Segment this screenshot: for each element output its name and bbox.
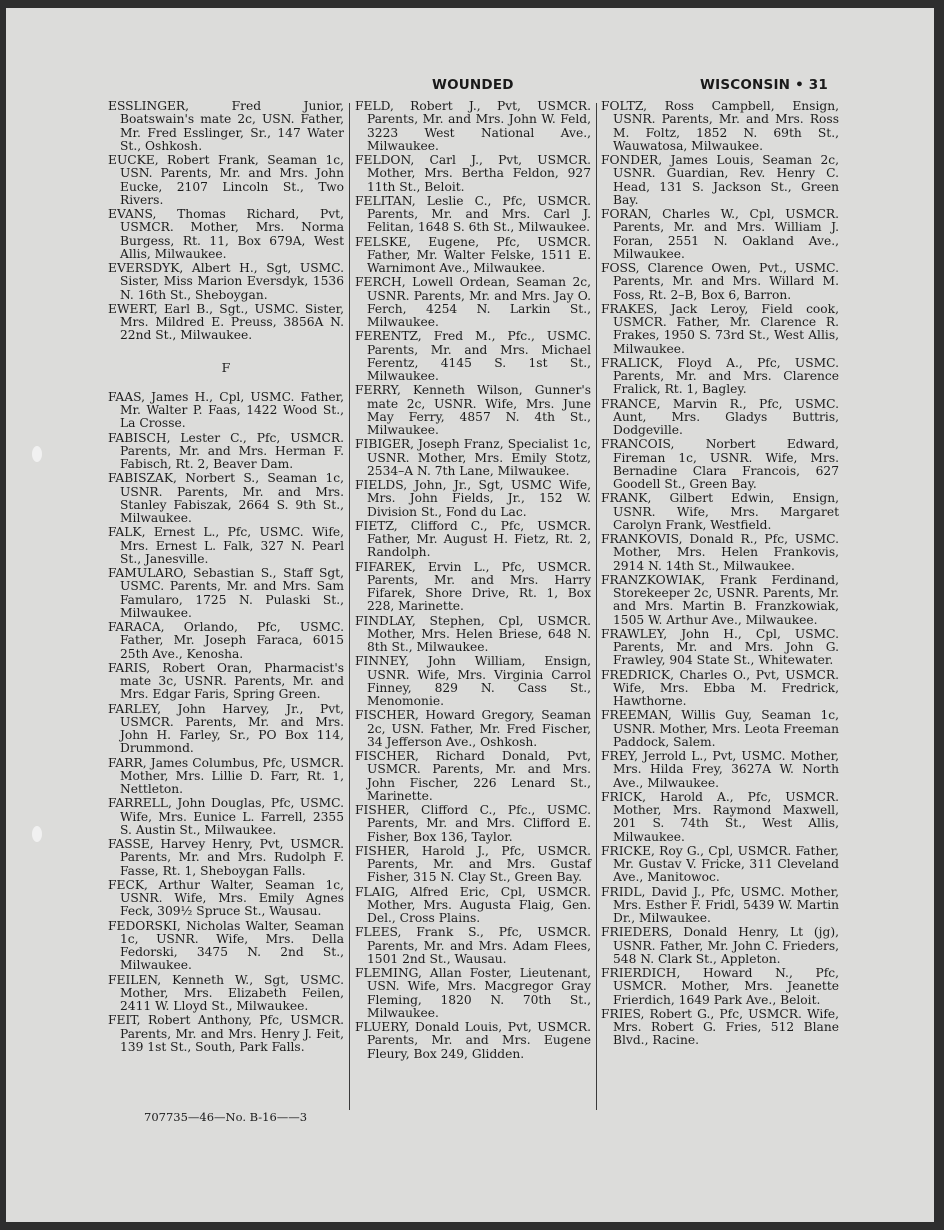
section-letter: F — [221, 359, 231, 375]
casualty-entry: FERRY, Kenneth Wilson, Gunner's mate 2c, USNR. Wife, Mrs. June May Ferry, 4857 N. 4th St., Milwaukee. — [355, 383, 591, 437]
casualty-entry: FRIES, Robert G., Pfc, USMCR. Wife, Mrs. Robert G. Fries, 512 Blane Blvd., Racine. — [601, 1006, 839, 1048]
casualty-entry: FREEMAN, Willis Guy, Seaman 1c, USNR. Mother, Mrs. Leota Freeman Paddock, Salem. — [601, 708, 839, 749]
casualty-entry: EVERSDYK, Albert H., Sgt, USMC. Sister, Miss Marion Eversdyk, 1536 N. 16th St., Sheboygan. — [108, 261, 344, 302]
casualty-entry: FAMULARO, Sebastian S., Staff Sgt, USMC. Parents, Mr. and Mrs. Sam Famularo, 1725 N. Pulaski St., Milwaukee. — [108, 566, 344, 620]
casualty-entry: FONDER, James Louis, Seaman 2c, USNR. Guardian, Rev. Henry C. Head, 131 S. Jackson St., Green Bay. — [601, 153, 839, 207]
casualty-entry: FRAKES, Jack Leroy, Field cook, USMCR. Father, Mr. Clarence R. Frakes, 1950 S. 73rd St., West Allis, Milwaukee. — [601, 301, 839, 356]
casualty-entry: FOLTZ, Ross Campbell, Ensign, USNR. Parents, Mr. and Mrs. Ross M. Foltz, 1852 N. 69th St., Wauwatosa, Milwaukee. — [601, 99, 839, 153]
column-divider — [596, 103, 597, 1110]
casualty-entry: FOSS, Clarence Owen, Pvt., USMC. Parents, Mr. and Mrs. Willard M. Foss, Rt. 2–B, Box 6, Barron. — [601, 261, 839, 302]
casualty-entry: FRALICK, Floyd A., Pfc, USMC. Parents, Mr. and Mrs. Clarence Fralick, Rt. 1, Bagley. — [601, 355, 839, 397]
casualty-entry: FINNEY, John William, Ensign, USNR. Wife, Mrs. Virginia Carrol Finney, 829 N. Cass St., Menomonie. — [355, 654, 591, 708]
state-and-page-number: WISCONSIN • 31 — [700, 77, 828, 93]
casualty-entry: FISHER, Harold J., Pfc, USMCR. Parents, Mr. and Mrs. Gustaf Fisher, 315 N. Clay St., Green Bay. — [355, 843, 591, 885]
casualty-entry: FEIT, Robert Anthony, Pfc, USMCR. Parents, Mr. and Mrs. Henry J. Feit, 139 1st St., South, Park Falls. — [108, 1013, 344, 1054]
casualty-entry: FLEES, Frank S., Pfc, USMCR. Parents, Mr. and Mrs. Adam Flees, 1501 2nd St., Wausau. — [355, 925, 591, 966]
casualty-entry: FARIS, Robert Oran, Pharmacist's mate 3c, USNR. Parents, Mr. and Mrs. Edgar Faris, Spring Green. — [108, 660, 344, 702]
casualty-entry: FORAN, Charles W., Cpl, USMCR. Parents, Mr. and Mrs. William J. Foran, 2551 N. Oakland Ave., Milwaukee. — [601, 207, 839, 261]
casualty-entry: FARACA, Orlando, Pfc, USMC. Father, Mr. Joseph Faraca, 6015 25th Ave., Kenosha. — [108, 620, 344, 661]
column-1 — [108, 100, 344, 1055]
casualty-entry: FELITAN, Leslie C., Pfc, USMCR. Parents, Mr. and Mrs. Carl J. Felitan, 1648 S. 6th St., Milwaukee. — [355, 193, 591, 235]
casualty-entry: FISCHER, Howard Gregory, Seaman 2c, USN. Father, Mr. Fred Fischer, 34 Jefferson Ave., Oshkosh. — [355, 708, 591, 749]
column-divider — [349, 103, 350, 1110]
page-header — [6, 77, 934, 95]
casualty-entry: EWERT, Earl B., Sgt., USMC. Sister, Mrs. Mildred E. Preuss, 3856A N. 22nd St., Milwaukee. — [108, 301, 344, 343]
casualty-entry: FELDON, Carl J., Pvt, USMCR. Mother, Mrs. Bertha Feldon, 927 11th St., Beloit. — [355, 153, 591, 194]
casualty-entry: FARR, James Columbus, Pfc, USMCR. Mother, Mrs. Lillie D. Farr, Rt. 1, Nettleton. — [108, 755, 344, 796]
casualty-entry: FECK, Arthur Walter, Seaman 1c, USNR. Wife, Mrs. Emily Agnes Feck, 309½ Spruce St., Wausau. — [108, 877, 344, 919]
casualty-entry: FREDRICK, Charles O., Pvt, USMCR. Wife, Mrs. Ebba M. Fredrick, Hawthorne. — [601, 667, 839, 708]
casualty-entry: FALK, Ernest L., Pfc, USMC. Wife, Mrs. Ernest L. Falk, 327 N. Pearl St., Janesville. — [108, 525, 344, 566]
casualty-entry: FASSE, Harvey Henry, Pvt, USMCR. Parents, Mr. and Mrs. Rudolph F. Fasse, Rt. 1, Sheboygan Falls. — [108, 837, 344, 878]
casualty-entry: FRICKE, Roy G., Cpl, USMCR. Father, Mr. Gustav V. Fricke, 311 Cleveland Ave., Manitowoc. — [601, 843, 839, 885]
casualty-entry: FARRELL, John Douglas, Pfc, USMC. Wife, Mrs. Eunice L. Farrell, 2355 S. Austin St., Milwaukee. — [108, 796, 344, 837]
casualty-entry: FIELDS, John, Jr., Sgt, USMC Wife, Mrs. John Fields, Jr., 152 W. Division St., Fond du Lac. — [355, 478, 591, 519]
casualty-entry: FLEMING, Allan Foster, Lieutenant, USN. Wife, Mrs. Macgregor Gray Fleming, 1820 N. 70th St., Milwaukee. — [355, 966, 591, 1020]
casualty-entry: FEILEN, Kenneth W., Sgt, USMC. Mother, Mrs. Elizabeth Feilen, 2411 W. Lloyd St., Milwaukee. — [108, 972, 344, 1013]
casualty-entry: FEDORSKI, Nicholas Walter, Seaman 1c, USNR. Wife, Mrs. Della Fedorski, 3475 N. 2nd St., Milwaukee. — [108, 918, 344, 973]
casualty-entry: EUCKE, Robert Frank, Seaman 1c, USN. Parents, Mr. and Mrs. John Eucke, 2107 Lincoln St., Two Rivers. — [108, 153, 344, 207]
casualty-entry: FIBIGER, Joseph Franz, Specialist 1c, USNR. Mother, Mrs. Emily Stotz, 2534–A N. 7th Lane, Milwaukee. — [355, 437, 591, 478]
casualty-entry: FLAIG, Alfred Eric, Cpl, USMCR. Mother, Mrs. Augusta Flaig, Gen. Del., Cross Plains. — [355, 884, 591, 925]
casualty-entry: FRANK, Gilbert Edwin, Ensign, USNR. Wife, Mrs. Margaret Carolyn Frank, Westfield. — [601, 491, 839, 532]
column-2 — [355, 100, 591, 1062]
column-3 — [601, 100, 839, 1049]
casualty-entry: FISHER, Clifford C., Pfc., USMC. Parents, Mr. and Mrs. Clifford E. Fisher, Box 136, Taylor. — [355, 803, 591, 844]
section-title: WOUNDED — [432, 77, 514, 93]
casualty-entry: FERENTZ, Fred M., Pfc., USMC. Parents, Mr. and Mrs. Michael Ferentz, 4145 S. 1st St., Milwaukee. — [355, 329, 591, 383]
binder-hole — [32, 446, 42, 462]
casualty-entry: FREY, Jerrold L., Pvt, USMC. Mother, Mrs. Hilda Frey, 3627A W. North Ave., Milwaukee. — [601, 749, 839, 790]
casualty-entry: FERCH, Lowell Ordean, Seaman 2c, USNR. Parents, Mr. and Mrs. Jay O. Ferch, 4254 N. Larkin St., Milwaukee. — [355, 275, 591, 329]
print-code-footer: 707735—46—No. B-16——3 — [144, 1110, 308, 1124]
casualty-entry: FRICK, Harold A., Pfc, USMCR. Mother, Mrs. Raymond Maxwell, 201 S. 74th St., West Allis, Milwaukee. — [601, 789, 839, 844]
casualty-entry: EVANS, Thomas Richard, Pvt, USMCR. Mother, Mrs. Norma Burgess, Rt. 11, Box 679A, West Allis, Milwaukee. — [108, 207, 344, 261]
casualty-entry: FRAWLEY, John H., Cpl, USMC. Parents, Mr. and Mrs. John G. Frawley, 904 State St., Whitewater. — [601, 626, 839, 668]
casualty-entry: FABISZAK, Norbert S., Seaman 1c, USNR. Parents, Mr. and Mrs. Stanley Fabiszak, 2664 S. 9th St., Milwaukee. — [108, 471, 344, 525]
casualty-entry: FRANZKOWIAK, Frank Ferdinand, Storekeeper 2c, USNR. Parents, Mr. and Mrs. Martin B. Franzkowiak, 1505 W. Arthur Ave., Milwaukee. — [601, 572, 839, 627]
casualty-entry: FIFAREK, Ervin L., Pfc, USMCR. Parents, Mr. and Mrs. Harry Fifarek, Shore Drive, Rt. 1, Box 228, Marinette. — [355, 559, 591, 614]
casualty-entry: FRIERDICH, Howard N., Pfc, USMCR. Mother, Mrs. Jeanette Frierdich, 1649 Park Ave., Beloit. — [601, 966, 839, 1007]
casualty-entry: FAAS, James H., Cpl, USMC. Father, Mr. Walter P. Faas, 1422 Wood St., La Crosse. — [108, 389, 344, 431]
casualty-entry: FRANCOIS, Norbert Edward, Fireman 1c, USNR. Wife, Mrs. Bernadine Clara Francois, 627 Goodell St., Green Bay. — [601, 437, 839, 491]
casualty-entry: FRANKOVIS, Donald R., Pfc, USMC. Mother, Mrs. Helen Frankovis, 2914 N. 14th St., Milwaukee. — [601, 532, 839, 573]
casualty-entry: FINDLAY, Stephen, Cpl, USMCR. Mother, Mrs. Helen Briese, 648 N. 8th St., Milwaukee. — [355, 613, 591, 654]
casualty-entry: FELD, Robert J., Pvt, USMCR. Parents, Mr. and Mrs. John W. Feld, 3223 West National Ave., Milwaukee. — [355, 99, 591, 153]
casualty-entry: ESSLINGER, Fred Junior, Boatswain's mate 2c, USN. Father, Mr. Fred Esslinger, Sr., 147 Water St., Oshkosh. — [108, 99, 344, 153]
casualty-entry: FLUERY, Donald Louis, Pvt, USMCR. Parents, Mr. and Mrs. Eugene Fleury, Box 249, Glidden. — [355, 1020, 591, 1061]
binder-hole — [32, 826, 42, 842]
casualty-entry: FELSKE, Eugene, Pfc, USMCR. Father, Mr. Walter Felske, 1511 E. Warnimont Ave., Milwaukee. — [355, 234, 591, 275]
casualty-entry: FIETZ, Clifford C., Pfc, USMCR. Father, Mr. August H. Fietz, Rt. 2, Randolph. — [355, 518, 591, 560]
casualty-entry: FARLEY, John Harvey, Jr., Pvt, USMCR. Parents, Mr. and Mrs. John H. Farley, Sr., PO Box 114, Drummond. — [108, 701, 344, 756]
casualty-entry: FISCHER, Richard Donald, Pvt, USMCR. Parents, Mr. and Mrs. John Fischer, 226 Lenard St., Marinette. — [355, 749, 591, 803]
casualty-entry: FRIDL, David J., Pfc, USMC. Mother, Mrs. Esther F. Fridl, 5439 W. Martin Dr., Milwaukee. — [601, 884, 839, 925]
casualty-entry: FRIEDERS, Donald Henry, Lt (jg), USNR. Father, Mr. John C. Frieders, 548 N. Clark St., Appleton. — [601, 925, 839, 966]
document-page — [6, 8, 934, 1222]
casualty-entry: FRANCE, Marvin R., Pfc, USMC. Aunt, Mrs. Gladys Buttris, Dodgeville. — [601, 396, 839, 437]
casualty-entry: FABISCH, Lester C., Pfc, USMCR. Parents, Mr. and Mrs. Herman F. Fabisch, Rt. 2, Beaver Dam. — [108, 430, 344, 471]
